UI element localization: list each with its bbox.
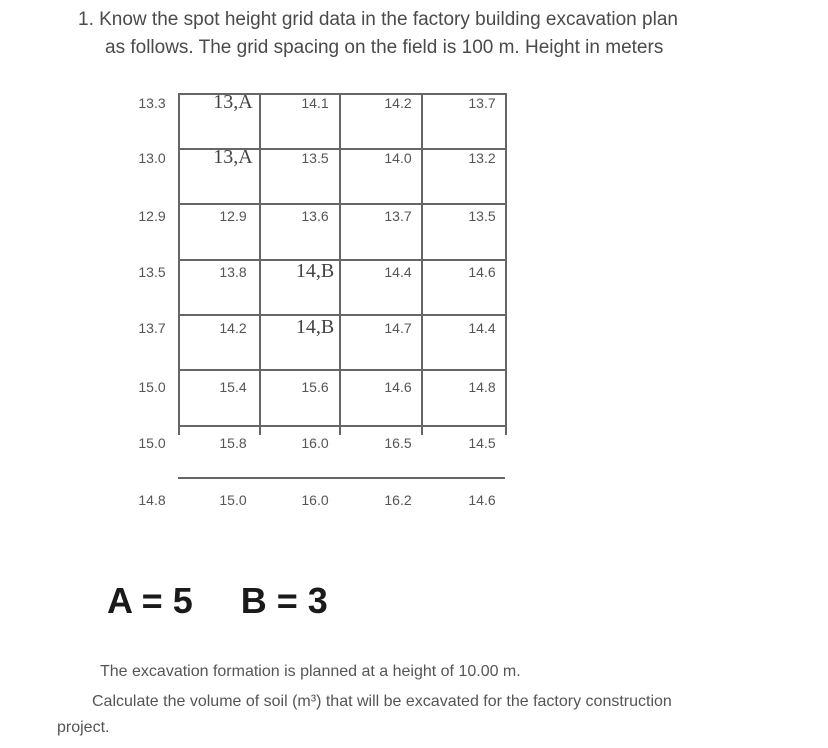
grid-cell-height: 14.2 xyxy=(384,95,412,111)
param-b: B = 3 xyxy=(240,580,328,621)
grid-cell-height: 14.6 xyxy=(468,264,496,280)
grid-cell-height: 14.4 xyxy=(468,320,496,336)
grid-cell-height: 12.9 xyxy=(138,208,166,224)
grid-cell-height: 15.0 xyxy=(219,492,247,508)
instruction-line-3: project. xyxy=(57,719,110,736)
grid-cell-height: 15.8 xyxy=(219,435,247,451)
instruction-line-1: The excavation formation is planned at a height of 10.00 m. xyxy=(100,663,521,680)
grid-cell-height: 16.0 xyxy=(301,492,329,508)
grid-cell-height: 13.5 xyxy=(138,264,166,280)
grid-cell-height: 14.0 xyxy=(384,150,412,166)
param-a: A = 5 xyxy=(107,580,193,621)
grid-cell-height: 14.1 xyxy=(301,95,329,111)
grid-cell-height: 15.6 xyxy=(301,379,329,395)
grid-cell-height: 15.0 xyxy=(138,379,166,395)
grid-tick-mark xyxy=(178,425,180,435)
grid-tick-mark xyxy=(339,425,341,435)
grid-cell-height: 14.5 xyxy=(468,435,496,451)
grid-cell-height: 14.8 xyxy=(138,492,166,508)
grid-cell-height: 13.0 xyxy=(138,150,166,166)
grid-cell-height: 13.6 xyxy=(301,208,329,224)
grid-cell-height: 14.2 xyxy=(219,320,247,336)
grid-cell-height: 12.9 xyxy=(219,208,247,224)
grid-cell-height: 13.3 xyxy=(138,95,166,111)
grid-separator-line xyxy=(178,477,505,479)
grid-cell-height: 15.0 xyxy=(138,435,166,451)
grid-horizontal-line xyxy=(178,369,507,371)
parameter-values xyxy=(107,580,328,622)
grid-cell-variable: 13,A xyxy=(213,91,253,113)
grid-cell-variable: 14,B xyxy=(295,260,335,282)
grid-cell-height: 13.7 xyxy=(384,208,412,224)
grid-cell-variable: 14,B xyxy=(295,316,335,338)
grid-tick-mark xyxy=(259,425,261,435)
grid-cell-height: 14.8 xyxy=(468,379,496,395)
grid-cell-height: 14.6 xyxy=(468,492,496,508)
instruction-line-2: Calculate the volume of soil (m³) that will be excavated for the factory construction xyxy=(92,693,672,710)
problem-title-line-1: 1. Know the spot height grid data in the factory building excavation plan xyxy=(78,9,678,30)
grid-tick-mark xyxy=(421,425,423,435)
grid-cell-height: 16.0 xyxy=(301,435,329,451)
grid-cell-height: 14.6 xyxy=(384,379,412,395)
grid-cell-height: 14.4 xyxy=(384,264,412,280)
grid-tick-mark xyxy=(505,425,507,435)
grid-cell-height: 16.2 xyxy=(384,492,412,508)
grid-cell-height: 15.4 xyxy=(219,379,247,395)
grid-cell-height: 13.8 xyxy=(219,264,247,280)
problem-title-line-2: as follows. The grid spacing on the field is 100 m. Height in meters xyxy=(105,37,664,58)
grid-horizontal-line xyxy=(178,203,507,205)
grid-cell-height: 13.5 xyxy=(301,150,329,166)
grid-cell-height: 14.7 xyxy=(384,320,412,336)
grid-horizontal-line xyxy=(178,425,507,427)
grid-cell-height: 13.7 xyxy=(468,95,496,111)
grid-cell-height: 13.5 xyxy=(468,208,496,224)
grid-cell-variable: 13,A xyxy=(213,146,253,168)
grid-cell-height: 13.7 xyxy=(138,320,166,336)
grid-cell-height: 13.2 xyxy=(468,150,496,166)
grid-cell-height: 16.5 xyxy=(384,435,412,451)
